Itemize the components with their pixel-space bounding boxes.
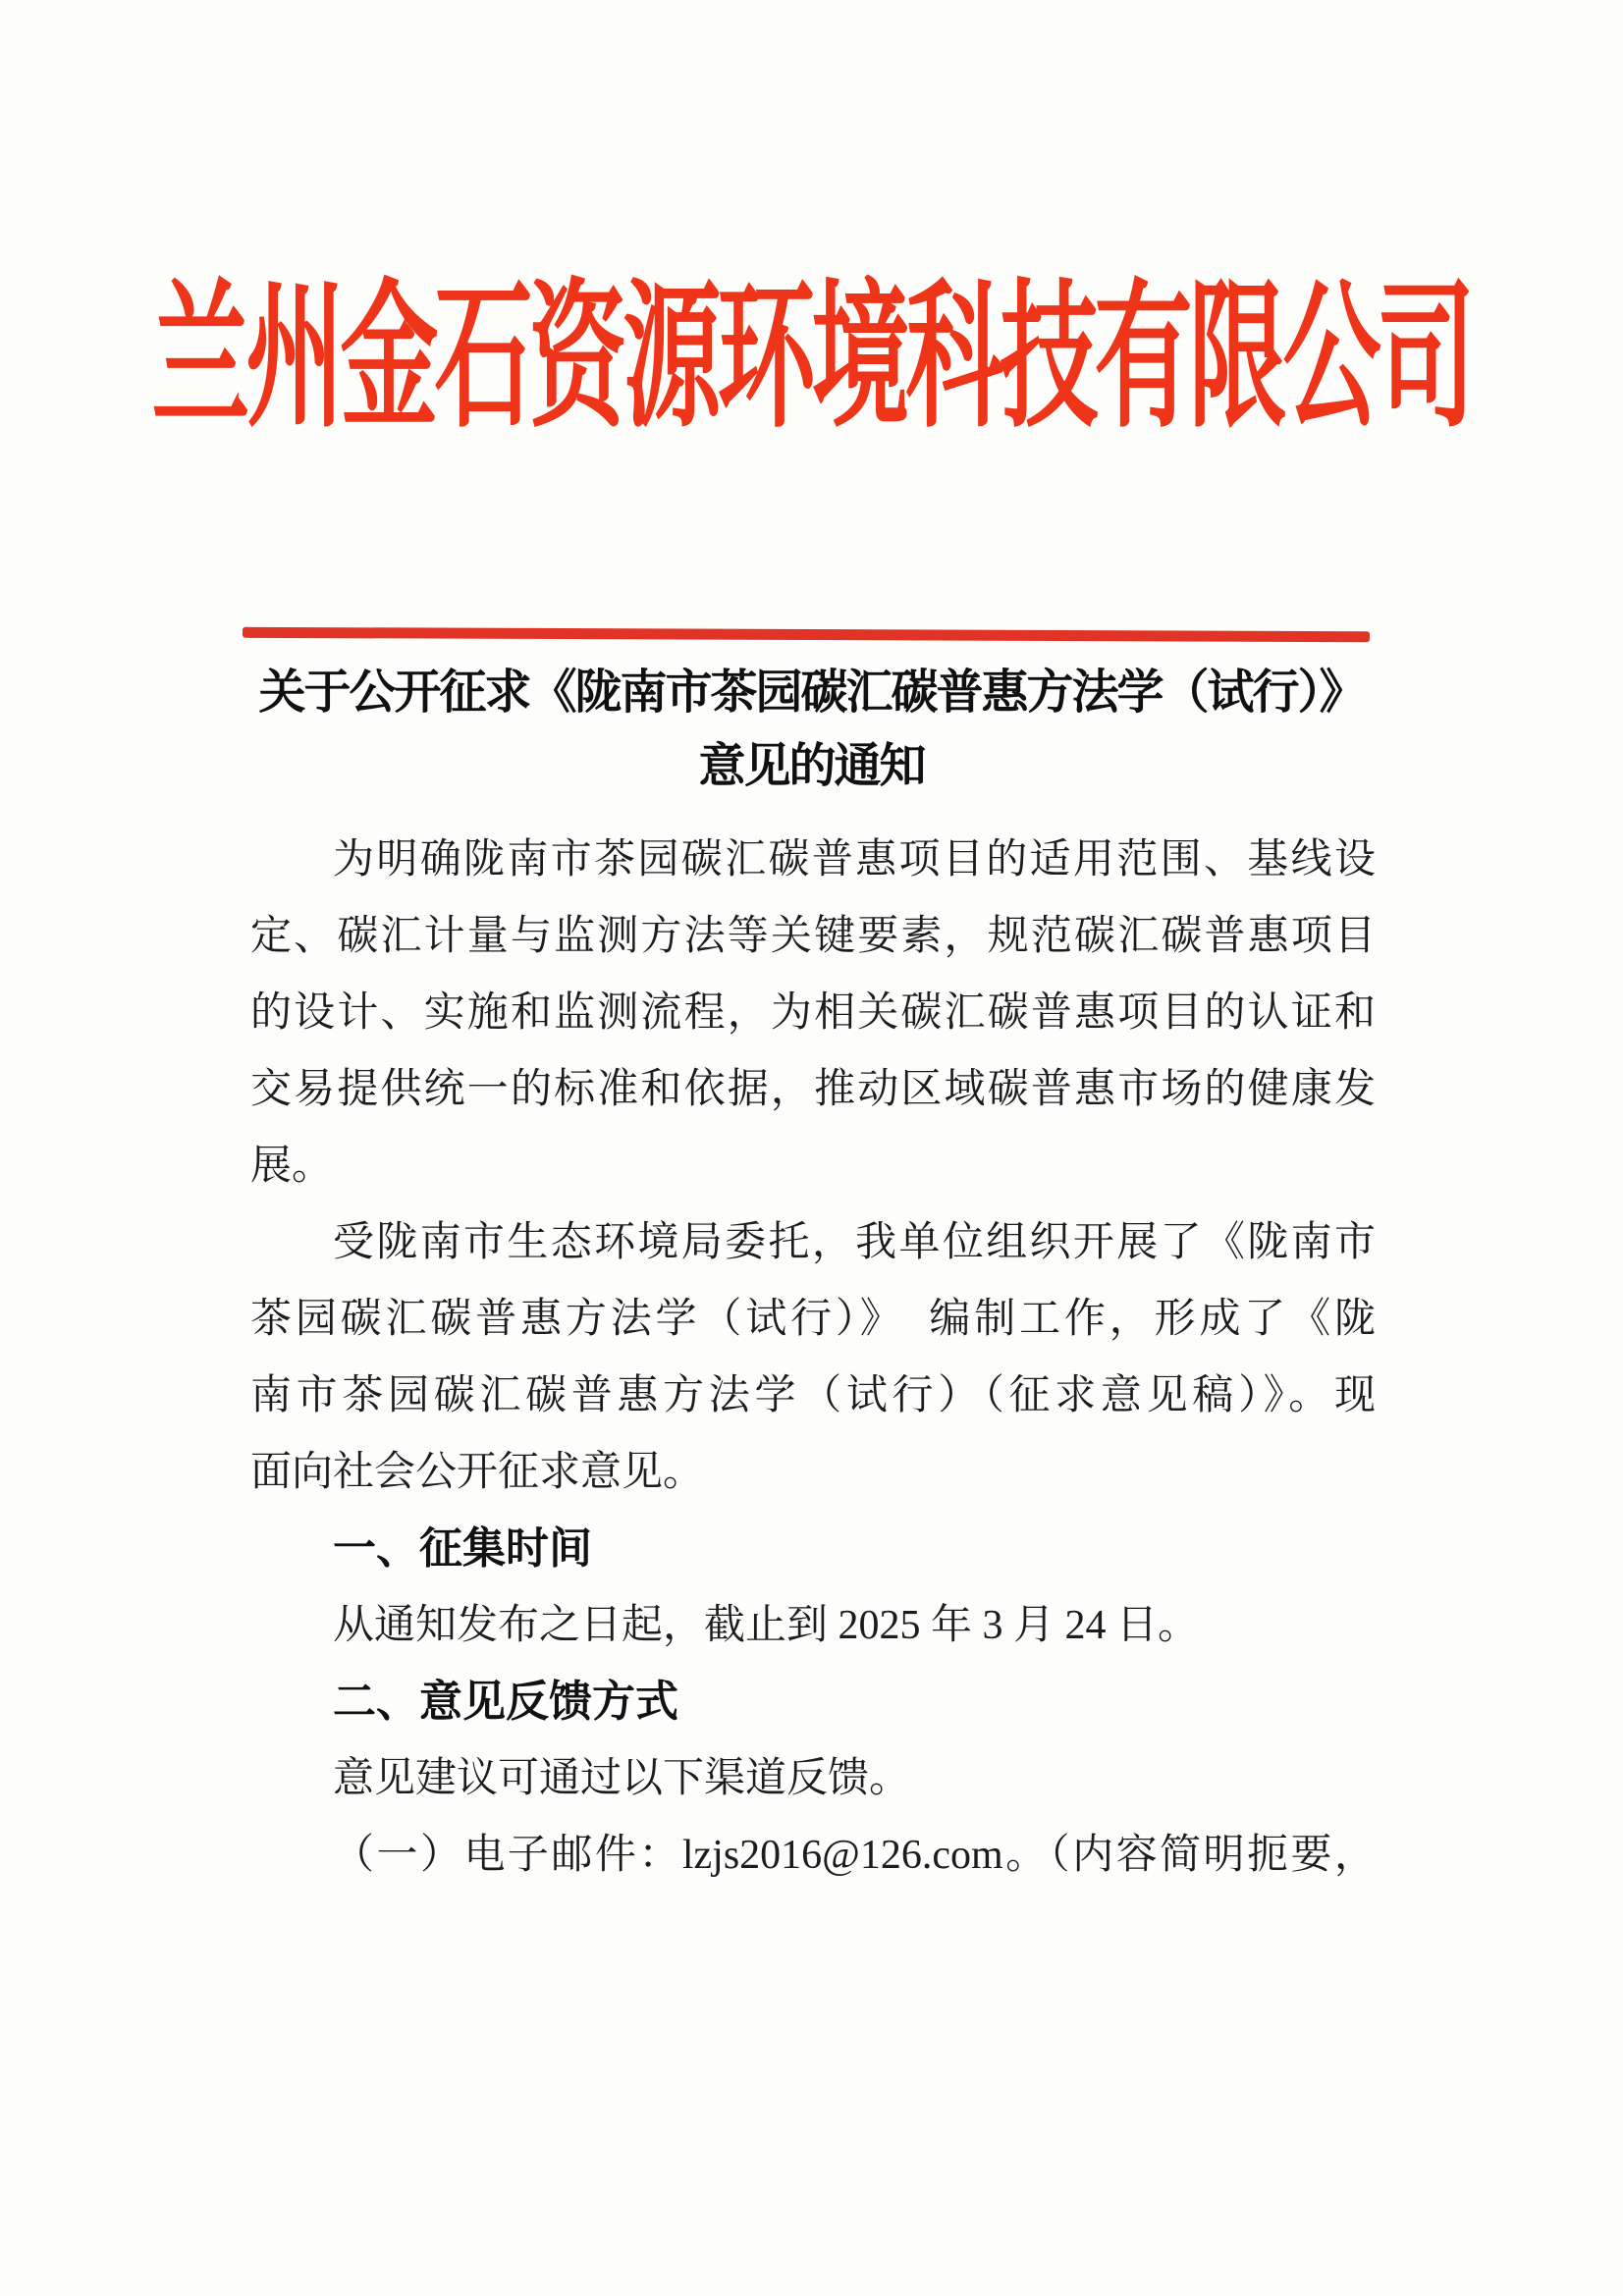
body-line: 意见建议可通过以下渠道反馈。 [333,1756,911,1801]
body-line: 为明确陇南市茶园碳汇碳普惠项目的适用范围、基线设 [333,837,1376,882]
notice-title-line1: 关于公开征求《陇南市茶园碳汇碳普惠方法学（试行）》 [258,667,1365,719]
notice-title [0,656,1623,803]
letterhead-divider-line [243,627,1370,642]
section-heading: 一、征集时间 [333,1524,592,1573]
body-line: 交易提供统一的标准和依据，推动区域碳普惠市场的健康发 [250,1067,1376,1112]
body-line: 面向社会公开征求意见。 [250,1450,705,1495]
notice-body-text [250,822,1376,1894]
body-line: 南市茶园碳汇碳普惠方法学（试行）（征求意见稿）》。现 [250,1373,1376,1418]
body-line: 展。 [250,1144,334,1189]
body-line: （一）电子邮件：lzjs2016@126.com。（内容简明扼要， [333,1833,1376,1878]
body-line: 定、碳汇计量与监测方法等关键要素，规范碳汇碳普惠项目 [250,914,1376,959]
body-line: 受陇南市生态环境局委托，我单位组织开展了《陇南市 [333,1220,1376,1265]
notice-title-line2: 意见的通知 [698,740,925,792]
company-letterhead-title: 兰州金石资源环境科技有限公司 [151,270,1472,448]
body-line: 的设计、实施和监测流程，为相关碳汇碳普惠项目的认证和 [250,990,1376,1036]
body-line: 茶园碳汇碳普惠方法学（试行）》 编制工作，形成了《陇 [250,1297,1376,1342]
body-line: 从通知发布之日起，截止到 2025 年 3 月 24 日。 [333,1603,1200,1648]
section-heading: 二、意见反馈方式 [333,1678,678,1726]
